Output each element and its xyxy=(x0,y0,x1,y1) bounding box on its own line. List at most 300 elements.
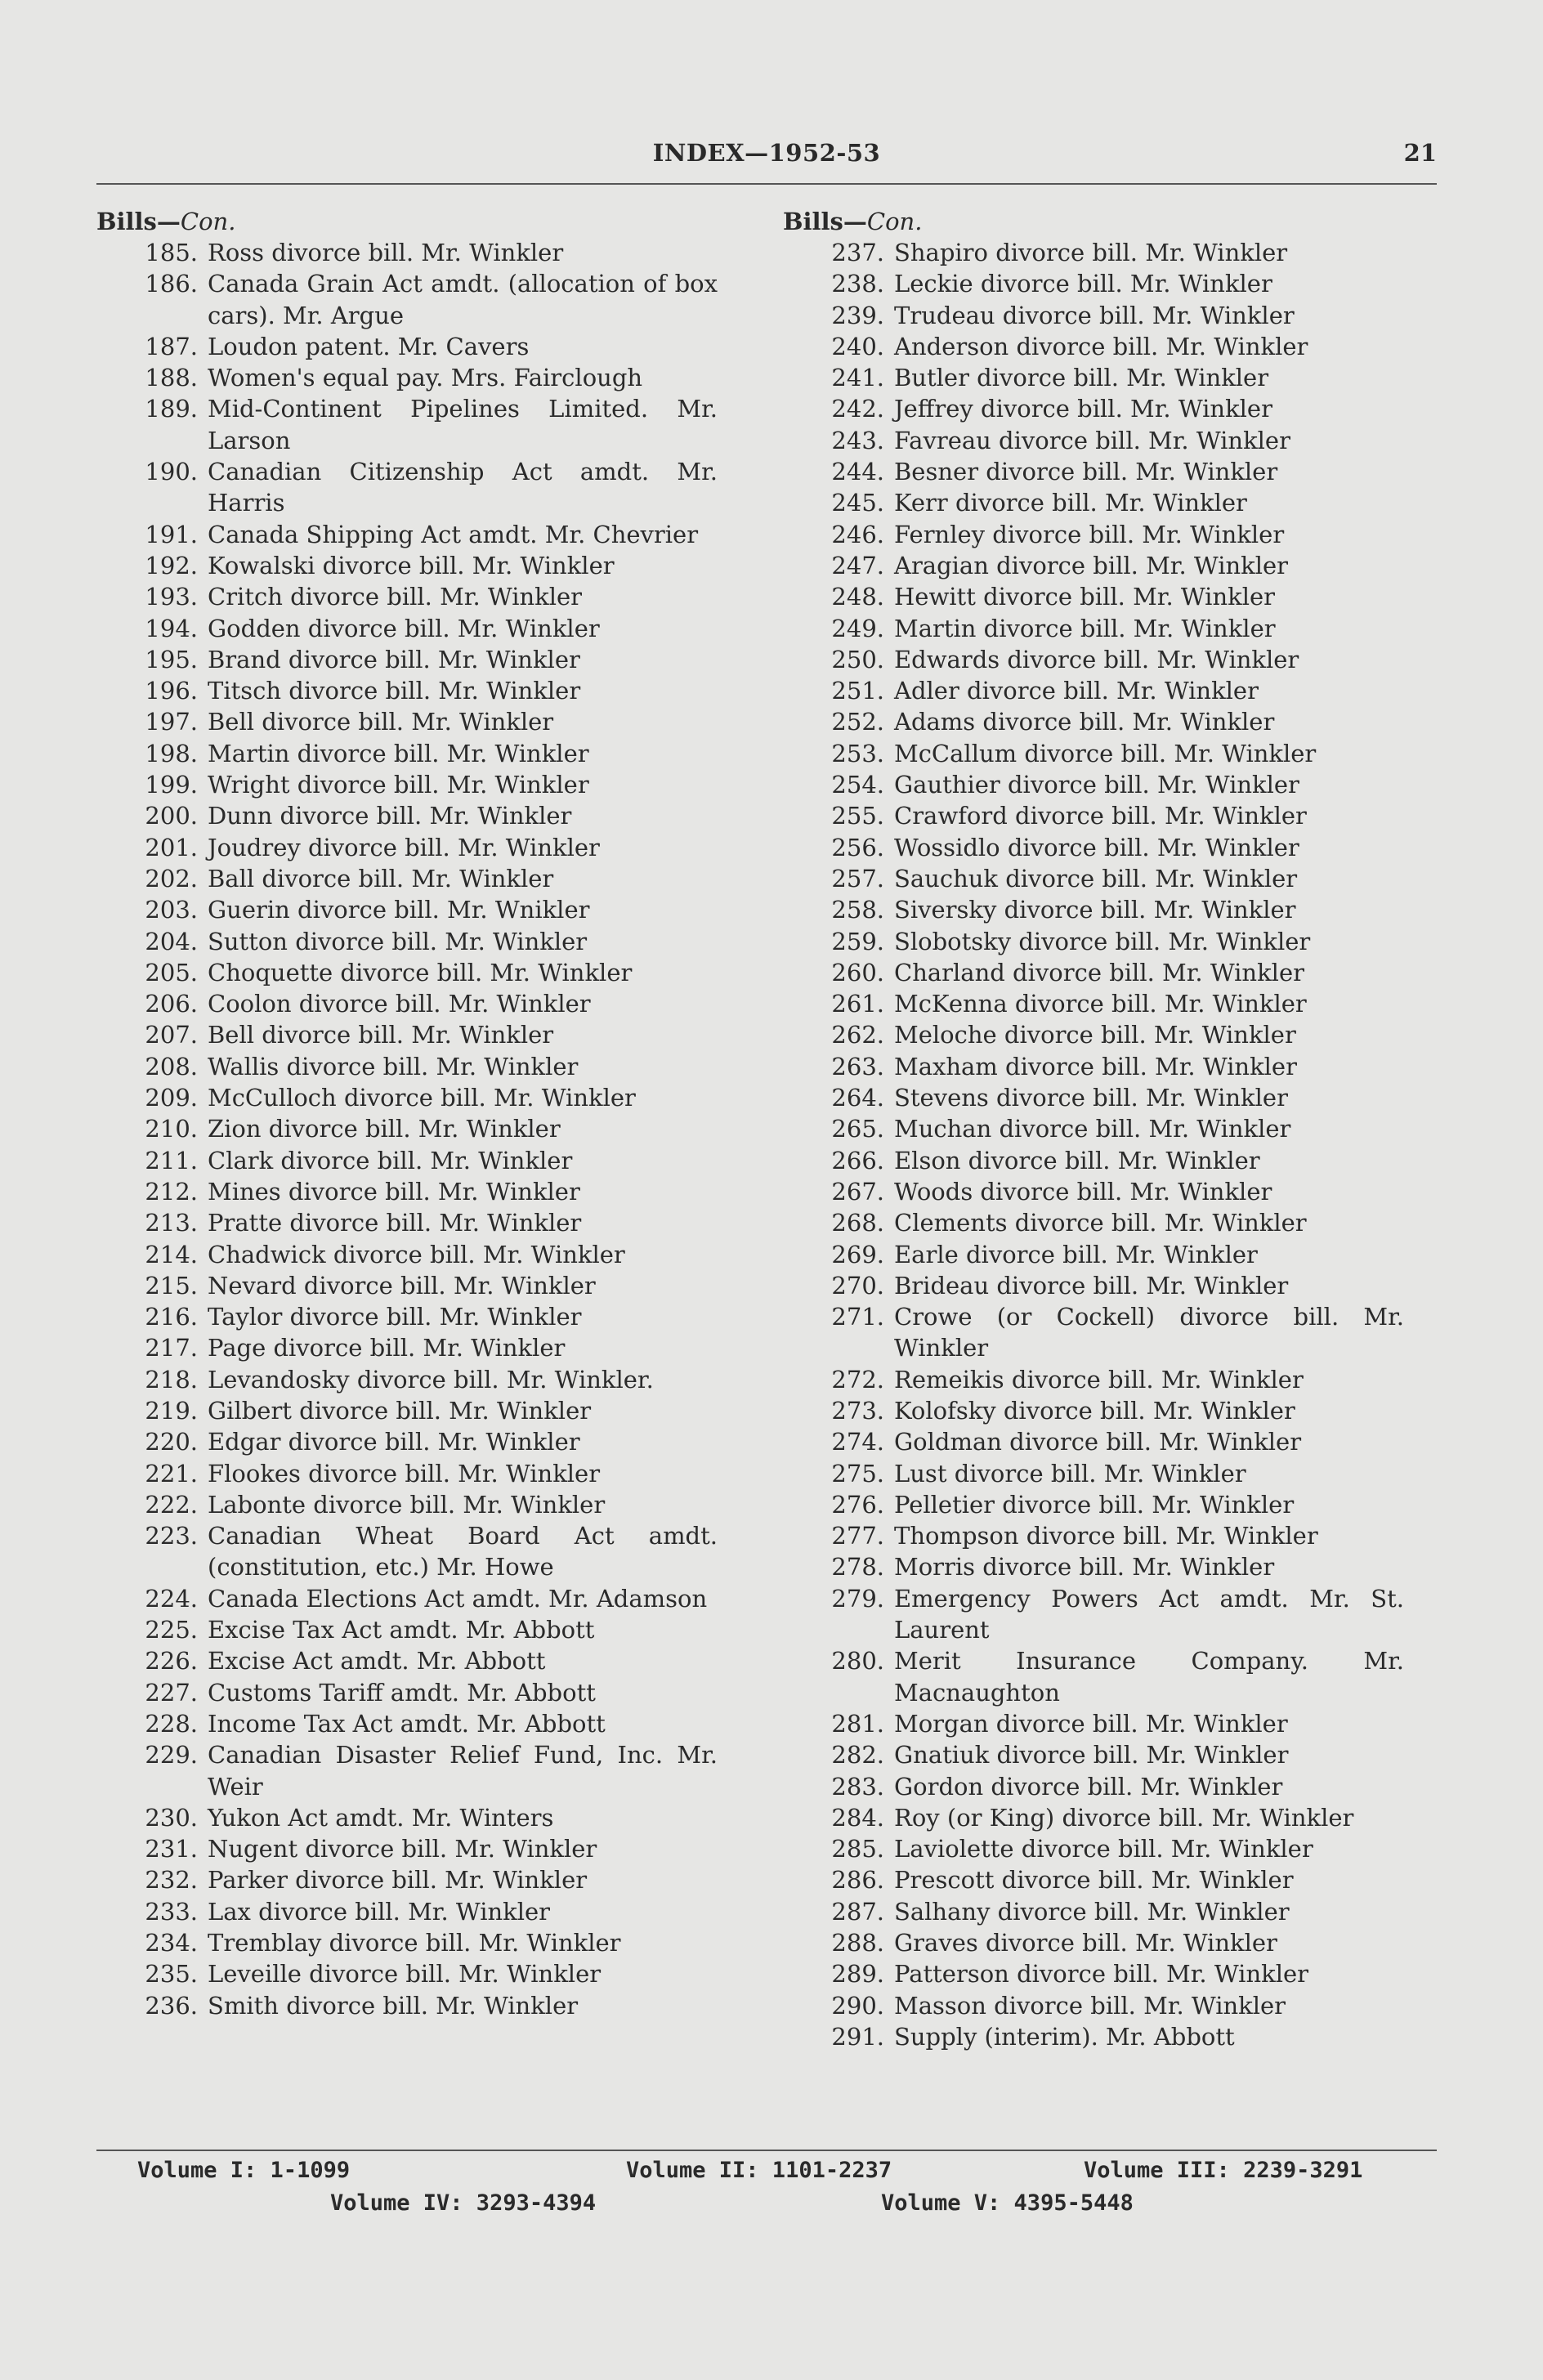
entry-number: 218. xyxy=(145,1365,198,1394)
index-entry xyxy=(96,1239,750,1270)
entry-number: 259. xyxy=(831,927,884,955)
index-entry xyxy=(783,237,1437,268)
entry-text: Women's equal pay. Mrs. Fairclough xyxy=(208,364,643,392)
index-entry xyxy=(783,644,1437,675)
entry-number: 265. xyxy=(831,1115,884,1143)
entry-number: 202. xyxy=(145,864,198,892)
page-number: 21 xyxy=(1403,139,1437,167)
entry-text: Kerr divorce bill. Mr. Winkler xyxy=(894,489,1247,517)
index-entry xyxy=(783,1176,1437,1207)
index-entry xyxy=(96,1082,750,1113)
entry-number: 204. xyxy=(145,927,198,955)
entry-text: Canadian Disaster Relief Fund, Inc. Mr. Weir xyxy=(208,1741,718,1801)
entry-number: 266. xyxy=(831,1146,884,1174)
entry-number: 219. xyxy=(145,1396,198,1425)
entry-number: 274. xyxy=(831,1428,884,1456)
index-entry xyxy=(96,1458,750,1489)
entry-text: Dunn divorce bill. Mr. Winkler xyxy=(208,802,572,830)
entry-number: 232. xyxy=(145,1866,198,1895)
entry-number: 185. xyxy=(145,239,198,266)
entry-number: 222. xyxy=(145,1490,198,1519)
entry-number: 196. xyxy=(145,677,198,705)
entry-number: 229. xyxy=(145,1741,198,1769)
entry-text: Ross divorce bill. Mr. Winkler xyxy=(208,239,564,266)
entry-text: Leveille divorce bill. Mr. Winkler xyxy=(208,1960,602,1989)
entry-number: 272. xyxy=(831,1365,884,1394)
entry-text: Thompson divorce bill. Mr. Winkler xyxy=(894,1522,1318,1550)
index-entry xyxy=(96,1520,750,1583)
entry-text: Pelletier divorce bill. Mr. Winkler xyxy=(894,1490,1295,1519)
entry-text: Pratte divorce bill. Mr. Winkler xyxy=(208,1209,582,1237)
entry-text: Gilbert divorce bill. Mr. Winkler xyxy=(208,1396,592,1425)
entry-text: Wallis divorce bill. Mr. Winkler xyxy=(208,1052,579,1080)
page-title: INDEX—1952-53 xyxy=(652,139,881,167)
entry-number: 263. xyxy=(831,1052,884,1080)
entry-text: Loudon patent. Mr. Cavers xyxy=(208,332,530,360)
entry-text: Supply (interim). Mr. Abbott xyxy=(894,2022,1235,2051)
index-entry xyxy=(783,1896,1437,1927)
entry-number: 208. xyxy=(145,1052,198,1080)
entry-number: 244. xyxy=(831,458,884,486)
entry-text: Canada Shipping Act amdt. Mr. Chevrier xyxy=(208,520,699,548)
entry-number: 271. xyxy=(831,1303,884,1331)
volume-1-range: Volume I: 1-1099 xyxy=(137,2158,351,2183)
index-entry xyxy=(96,1176,750,1207)
entry-number: 201. xyxy=(145,833,198,861)
index-entry xyxy=(783,1551,1437,1582)
volume-4-range: Volume IV: 3293-4394 xyxy=(330,2190,597,2216)
entry-text: Brideau divorce bill. Mr. Winkler xyxy=(894,1271,1289,1300)
section-heading xyxy=(96,206,750,237)
entry-number: 193. xyxy=(145,583,198,611)
index-entry xyxy=(96,1677,750,1708)
entry-text: Chadwick divorce bill. Mr. Winkler xyxy=(208,1240,625,1268)
index-entry xyxy=(783,393,1437,424)
entry-number: 221. xyxy=(145,1459,198,1488)
entry-number: 291. xyxy=(831,2022,884,2051)
entry-number: 279. xyxy=(831,1584,884,1613)
index-entry xyxy=(783,487,1437,518)
entry-number: 269. xyxy=(831,1240,884,1268)
index-entry xyxy=(783,1739,1437,1770)
entry-number: 270. xyxy=(831,1271,884,1300)
entry-text: Adams divorce bill. Mr. Winkler xyxy=(894,708,1275,736)
entry-number: 278. xyxy=(831,1553,884,1581)
entry-number: 223. xyxy=(145,1522,198,1550)
index-entry xyxy=(783,894,1437,925)
page-header xyxy=(96,136,1437,172)
entry-number: 191. xyxy=(145,520,198,548)
entry-text: Leckie divorce bill. Mr. Winkler xyxy=(894,270,1272,298)
index-entry xyxy=(783,1207,1437,1238)
entry-number: 290. xyxy=(831,1991,884,2020)
entry-number: 242. xyxy=(831,395,884,423)
entry-text: Excise Act amdt. Mr. Abbott xyxy=(208,1647,546,1675)
entry-number: 195. xyxy=(145,645,198,673)
index-entry xyxy=(783,926,1437,957)
index-entry xyxy=(783,1395,1437,1426)
entry-text: Godden divorce bill. Mr. Winkler xyxy=(208,614,600,642)
section-heading xyxy=(783,206,1437,237)
index-entry xyxy=(783,1864,1437,1895)
entry-text: Besner divorce bill. Mr. Winkler xyxy=(894,458,1278,486)
entry-number: 203. xyxy=(145,896,198,924)
entry-number: 233. xyxy=(145,1897,198,1926)
entry-text: Mid-Continent Pipelines Limited. Mr. Larson xyxy=(208,395,718,454)
entry-number: 241. xyxy=(831,364,884,392)
volume-3-range: Volume III: 2239-3291 xyxy=(1084,2158,1363,2183)
entry-number: 194. xyxy=(145,614,198,642)
entry-number: 199. xyxy=(145,771,198,799)
index-entry xyxy=(96,1864,750,1895)
index-entry xyxy=(783,1583,1437,1646)
index-entry xyxy=(783,1051,1437,1082)
entry-number: 213. xyxy=(145,1209,198,1237)
entry-number: 261. xyxy=(831,990,884,1018)
index-entry xyxy=(783,1833,1437,1864)
index-entry xyxy=(96,738,750,769)
entry-text: Laviolette divorce bill. Mr. Winkler xyxy=(894,1835,1313,1863)
index-entry xyxy=(783,738,1437,769)
entry-number: 220. xyxy=(145,1428,198,1456)
index-entry xyxy=(783,1489,1437,1520)
index-entry xyxy=(783,957,1437,988)
index-entry xyxy=(96,237,750,268)
entry-number: 190. xyxy=(145,458,198,486)
entry-text: Adler divorce bill. Mr. Winkler xyxy=(894,677,1259,705)
left-column xyxy=(96,206,750,2021)
index-entry xyxy=(96,769,750,800)
index-entry xyxy=(783,1458,1437,1489)
index-entry xyxy=(783,456,1437,487)
entry-number: 234. xyxy=(145,1929,198,1957)
index-entry xyxy=(96,1145,750,1176)
entry-text: Slobotsky divorce bill. Mr. Winkler xyxy=(894,927,1311,955)
entry-number: 231. xyxy=(145,1835,198,1863)
entry-text: Income Tax Act amdt. Mr. Abbott xyxy=(208,1709,606,1738)
entry-text: Roy (or King) divorce bill. Mr. Winkler xyxy=(894,1803,1354,1832)
entry-text: Sauchuk divorce bill. Mr. Winkler xyxy=(894,864,1298,892)
entry-text: Patterson divorce bill. Mr. Winkler xyxy=(894,1960,1308,1989)
entry-text: Graves divorce bill. Mr. Winkler xyxy=(894,1929,1277,1957)
index-entry xyxy=(96,331,750,362)
entry-text: Lax divorce bill. Mr. Winkler xyxy=(208,1897,551,1926)
entry-text: Customs Tariff amdt. Mr. Abbott xyxy=(208,1678,596,1707)
entry-text: Masson divorce bill. Mr. Winkler xyxy=(894,1991,1286,2020)
entry-number: 251. xyxy=(831,677,884,705)
entry-number: 254. xyxy=(831,771,884,799)
entry-number: 198. xyxy=(145,739,198,767)
entry-text: Zion divorce bill. Mr. Winkler xyxy=(208,1115,561,1143)
index-entry xyxy=(96,1270,750,1301)
volume-2-range: Volume II: 1101-2237 xyxy=(626,2158,892,2183)
section-con: Con. xyxy=(866,208,923,235)
entry-number: 205. xyxy=(145,958,198,986)
entry-number: 212. xyxy=(145,1177,198,1206)
entry-number: 207. xyxy=(145,1021,198,1049)
index-entry xyxy=(96,1051,750,1082)
entry-number: 211. xyxy=(145,1146,198,1174)
index-entry xyxy=(96,613,750,644)
entry-text: Prescott divorce bill. Mr. Winkler xyxy=(894,1866,1294,1895)
footer-rule xyxy=(96,2150,1437,2151)
entry-number: 216. xyxy=(145,1303,198,1331)
entry-text: Clark divorce bill. Mr. Winkler xyxy=(208,1146,573,1174)
entry-text: Morris divorce bill. Mr. Winkler xyxy=(894,1553,1275,1581)
index-entry xyxy=(783,1145,1437,1176)
index-entry xyxy=(783,581,1437,612)
entry-text: Hewitt divorce bill. Mr. Winkler xyxy=(894,583,1275,611)
entry-text: Choquette divorce bill. Mr. Winkler xyxy=(208,958,633,986)
entry-text: Shapiro divorce bill. Mr. Winkler xyxy=(894,239,1288,266)
entry-text: Martin divorce bill. Mr. Winkler xyxy=(894,614,1276,642)
index-entry xyxy=(96,1426,750,1457)
entry-number: 243. xyxy=(831,426,884,454)
index-entry xyxy=(96,1395,750,1426)
index-entry xyxy=(783,1082,1437,1113)
entry-text: Anderson divorce bill. Mr. Winkler xyxy=(894,332,1308,360)
entry-text: Edgar divorce bill. Mr. Winkler xyxy=(208,1428,580,1456)
entry-number: 200. xyxy=(145,802,198,830)
entry-text: Earle divorce bill. Mr. Winkler xyxy=(894,1240,1258,1268)
index-entry xyxy=(96,550,750,581)
entry-number: 289. xyxy=(831,1960,884,1989)
entry-number: 230. xyxy=(145,1803,198,1832)
index-entry xyxy=(783,1301,1437,1364)
section-label: Bills— xyxy=(783,208,867,235)
index-entry xyxy=(96,1645,750,1676)
index-entry xyxy=(783,2021,1437,2052)
entry-text: Salhany divorce bill. Mr. Winkler xyxy=(894,1897,1290,1926)
entry-text: Elson divorce bill. Mr. Winkler xyxy=(894,1146,1260,1174)
entry-text: Clements divorce bill. Mr. Winkler xyxy=(894,1209,1307,1237)
index-entry xyxy=(783,769,1437,800)
entry-text: Levandosky divorce bill. Mr. Winkler. xyxy=(208,1365,654,1394)
entry-number: 239. xyxy=(831,301,884,329)
footer-line-2 xyxy=(96,2190,1437,2223)
entry-number: 253. xyxy=(831,739,884,767)
entry-number: 186. xyxy=(145,270,198,298)
entry-text: Kolofsky divorce bill. Mr. Winkler xyxy=(894,1396,1295,1425)
entry-text: Nevard divorce bill. Mr. Winkler xyxy=(208,1271,596,1300)
index-entry xyxy=(783,832,1437,863)
index-entry xyxy=(96,1364,750,1395)
entry-number: 273. xyxy=(831,1396,884,1425)
entry-number: 255. xyxy=(831,802,884,830)
index-entry xyxy=(96,1990,750,2021)
index-entry xyxy=(96,393,750,456)
entry-number: 275. xyxy=(831,1459,884,1488)
entry-text: Coolon divorce bill. Mr. Winkler xyxy=(208,990,591,1018)
index-entry xyxy=(96,1958,750,1989)
entry-text: Smith divorce bill. Mr. Winkler xyxy=(208,1991,579,2020)
index-entry xyxy=(96,1833,750,1864)
entry-number: 237. xyxy=(831,239,884,266)
entry-text: Bell divorce bill. Mr. Winkler xyxy=(208,708,554,736)
entry-text: Canadian Wheat Board Act amdt. (constitution, etc.) Mr. Howe xyxy=(208,1522,718,1581)
entry-number: 225. xyxy=(145,1616,198,1644)
entry-text: Mines divorce bill. Mr. Winkler xyxy=(208,1177,580,1206)
index-entry xyxy=(783,550,1437,581)
entry-text: Stevens divorce bill. Mr. Winkler xyxy=(894,1084,1288,1112)
entry-number: 280. xyxy=(831,1647,884,1675)
index-entry xyxy=(783,1958,1437,1989)
index-entry xyxy=(783,519,1437,550)
entry-number: 214. xyxy=(145,1240,198,1268)
index-entry xyxy=(783,1113,1437,1144)
entry-number: 257. xyxy=(831,864,884,892)
index-entry xyxy=(96,1927,750,1958)
entry-number: 249. xyxy=(831,614,884,642)
entry-number: 236. xyxy=(145,1991,198,2020)
index-entry xyxy=(783,675,1437,706)
entry-number: 284. xyxy=(831,1803,884,1832)
index-entry xyxy=(96,1708,750,1739)
index-entry xyxy=(96,362,750,393)
entry-text: Emergency Powers Act amdt. Mr. St. Laurent xyxy=(894,1584,1404,1644)
entry-number: 285. xyxy=(831,1835,884,1863)
index-entry xyxy=(96,957,750,988)
section-label: Bills— xyxy=(96,208,181,235)
entry-text: Kowalski divorce bill. Mr. Winkler xyxy=(208,551,615,579)
entry-number: 215. xyxy=(145,1271,198,1300)
entry-number: 197. xyxy=(145,708,198,736)
entry-number: 287. xyxy=(831,1897,884,1926)
index-entry xyxy=(96,832,750,863)
entry-text: Remeikis divorce bill. Mr. Winkler xyxy=(894,1365,1304,1394)
index-entry xyxy=(96,1113,750,1144)
entry-number: 238. xyxy=(831,270,884,298)
entry-text: Canadian Citizenship Act amdt. Mr. Harris xyxy=(208,458,718,517)
volume-footer xyxy=(96,2158,1437,2223)
index-entry xyxy=(96,456,750,519)
entry-text: Muchan divorce bill. Mr. Winkler xyxy=(894,1115,1291,1143)
entry-number: 187. xyxy=(145,332,198,360)
index-entry xyxy=(96,1489,750,1520)
entry-number: 188. xyxy=(145,364,198,392)
index-entry xyxy=(96,1739,750,1802)
index-entry xyxy=(783,1708,1437,1739)
entry-text: Nugent divorce bill. Mr. Winkler xyxy=(208,1835,597,1863)
entry-text: Goldman divorce bill. Mr. Winkler xyxy=(894,1428,1302,1456)
entry-text: Meloche divorce bill. Mr. Winkler xyxy=(894,1021,1296,1049)
index-entry xyxy=(783,1520,1437,1551)
entry-text: Fernley divorce bill. Mr. Winkler xyxy=(894,520,1285,548)
index-entry xyxy=(96,268,750,331)
entry-number: 227. xyxy=(145,1678,198,1707)
entry-text: Trudeau divorce bill. Mr. Winkler xyxy=(894,301,1295,329)
index-entry xyxy=(783,362,1437,393)
entry-text: Crawford divorce bill. Mr. Winkler xyxy=(894,802,1307,830)
entry-number: 226. xyxy=(145,1647,198,1675)
entry-number: 252. xyxy=(831,708,884,736)
index-entry xyxy=(96,706,750,737)
entry-text: Joudrey divorce bill. Mr. Winkler xyxy=(208,833,600,861)
entry-text: Brand divorce bill. Mr. Winkler xyxy=(208,645,580,673)
index-entry xyxy=(96,1332,750,1363)
index-entry xyxy=(96,863,750,894)
entry-text: Wright divorce bill. Mr. Winkler xyxy=(208,771,589,799)
entry-text: Charland divorce bill. Mr. Winkler xyxy=(894,958,1304,986)
entry-number: 250. xyxy=(831,645,884,673)
entry-number: 277. xyxy=(831,1522,884,1550)
entry-text: Ball divorce bill. Mr. Winkler xyxy=(208,864,554,892)
index-entry xyxy=(96,1802,750,1833)
entry-text: Guerin divorce bill. Mr. Wnikler xyxy=(208,896,590,924)
index-entry xyxy=(783,1927,1437,1958)
entry-number: 268. xyxy=(831,1209,884,1237)
index-entry xyxy=(783,1802,1437,1833)
index-entry xyxy=(96,1583,750,1614)
index-entry xyxy=(96,800,750,831)
entry-text: Jeffrey divorce bill. Mr. Winkler xyxy=(894,395,1272,423)
entry-text: Morgan divorce bill. Mr. Winkler xyxy=(894,1709,1288,1738)
index-entry xyxy=(783,613,1437,644)
entry-number: 189. xyxy=(145,395,198,423)
index-entry xyxy=(783,988,1437,1019)
entry-number: 264. xyxy=(831,1084,884,1112)
index-entry xyxy=(783,425,1437,456)
entry-text: Aragian divorce bill. Mr. Winkler xyxy=(894,551,1289,579)
index-entry xyxy=(783,268,1437,299)
entry-text: McCulloch divorce bill. Mr. Winkler xyxy=(208,1084,636,1112)
footer-line-1 xyxy=(96,2158,1437,2190)
entry-number: 267. xyxy=(831,1177,884,1206)
index-entry xyxy=(783,863,1437,894)
entry-text: Canada Elections Act amdt. Mr. Adamson xyxy=(208,1584,708,1613)
entry-text: Taylor divorce bill. Mr. Winkler xyxy=(208,1303,582,1331)
index-entry xyxy=(783,1364,1437,1395)
entry-text: Maxham divorce bill. Mr. Winkler xyxy=(894,1052,1297,1080)
index-entry xyxy=(783,1990,1437,2021)
entry-text: Titsch divorce bill. Mr. Winkler xyxy=(208,677,581,705)
index-entry xyxy=(783,706,1437,737)
entry-text: Excise Tax Act amdt. Mr. Abbott xyxy=(208,1616,595,1644)
entry-text: Favreau divorce bill. Mr. Winkler xyxy=(894,426,1290,454)
index-entry xyxy=(96,644,750,675)
entry-number: 262. xyxy=(831,1021,884,1049)
header-rule xyxy=(96,183,1437,185)
entry-text: Edwards divorce bill. Mr. Winkler xyxy=(894,645,1299,673)
entry-number: 209. xyxy=(145,1084,198,1112)
entry-number: 206. xyxy=(145,990,198,1018)
entry-number: 246. xyxy=(831,520,884,548)
index-entry xyxy=(783,300,1437,331)
entry-text: Gordon divorce bill. Mr. Winkler xyxy=(894,1772,1283,1801)
entry-number: 240. xyxy=(831,332,884,360)
entry-text: Labonte divorce bill. Mr. Winkler xyxy=(208,1490,606,1519)
entry-text: Siversky divorce bill. Mr. Winkler xyxy=(894,896,1296,924)
entry-text: Sutton divorce bill. Mr. Winkler xyxy=(208,927,588,955)
index-entry xyxy=(96,1207,750,1238)
entry-text: Gnatiuk divorce bill. Mr. Winkler xyxy=(894,1741,1289,1769)
entry-text: Canada Grain Act amdt. (allocation of box cars). Mr. Argue xyxy=(208,270,718,329)
section-con: Con. xyxy=(180,208,236,235)
entry-text: Gauthier divorce bill. Mr. Winkler xyxy=(894,771,1299,799)
entry-number: 258. xyxy=(831,896,884,924)
entry-number: 224. xyxy=(145,1584,198,1613)
entry-number: 210. xyxy=(145,1115,198,1143)
index-entry xyxy=(783,1426,1437,1457)
index-entry xyxy=(96,1301,750,1332)
index-entry xyxy=(96,1896,750,1927)
entry-number: 217. xyxy=(145,1334,198,1362)
entry-number: 276. xyxy=(831,1490,884,1519)
index-entry xyxy=(783,800,1437,831)
entry-text: Critch divorce bill. Mr. Winkler xyxy=(208,583,583,611)
entry-text: Butler divorce bill. Mr. Winkler xyxy=(894,364,1269,392)
entry-text: McKenna divorce bill. Mr. Winkler xyxy=(894,990,1307,1018)
